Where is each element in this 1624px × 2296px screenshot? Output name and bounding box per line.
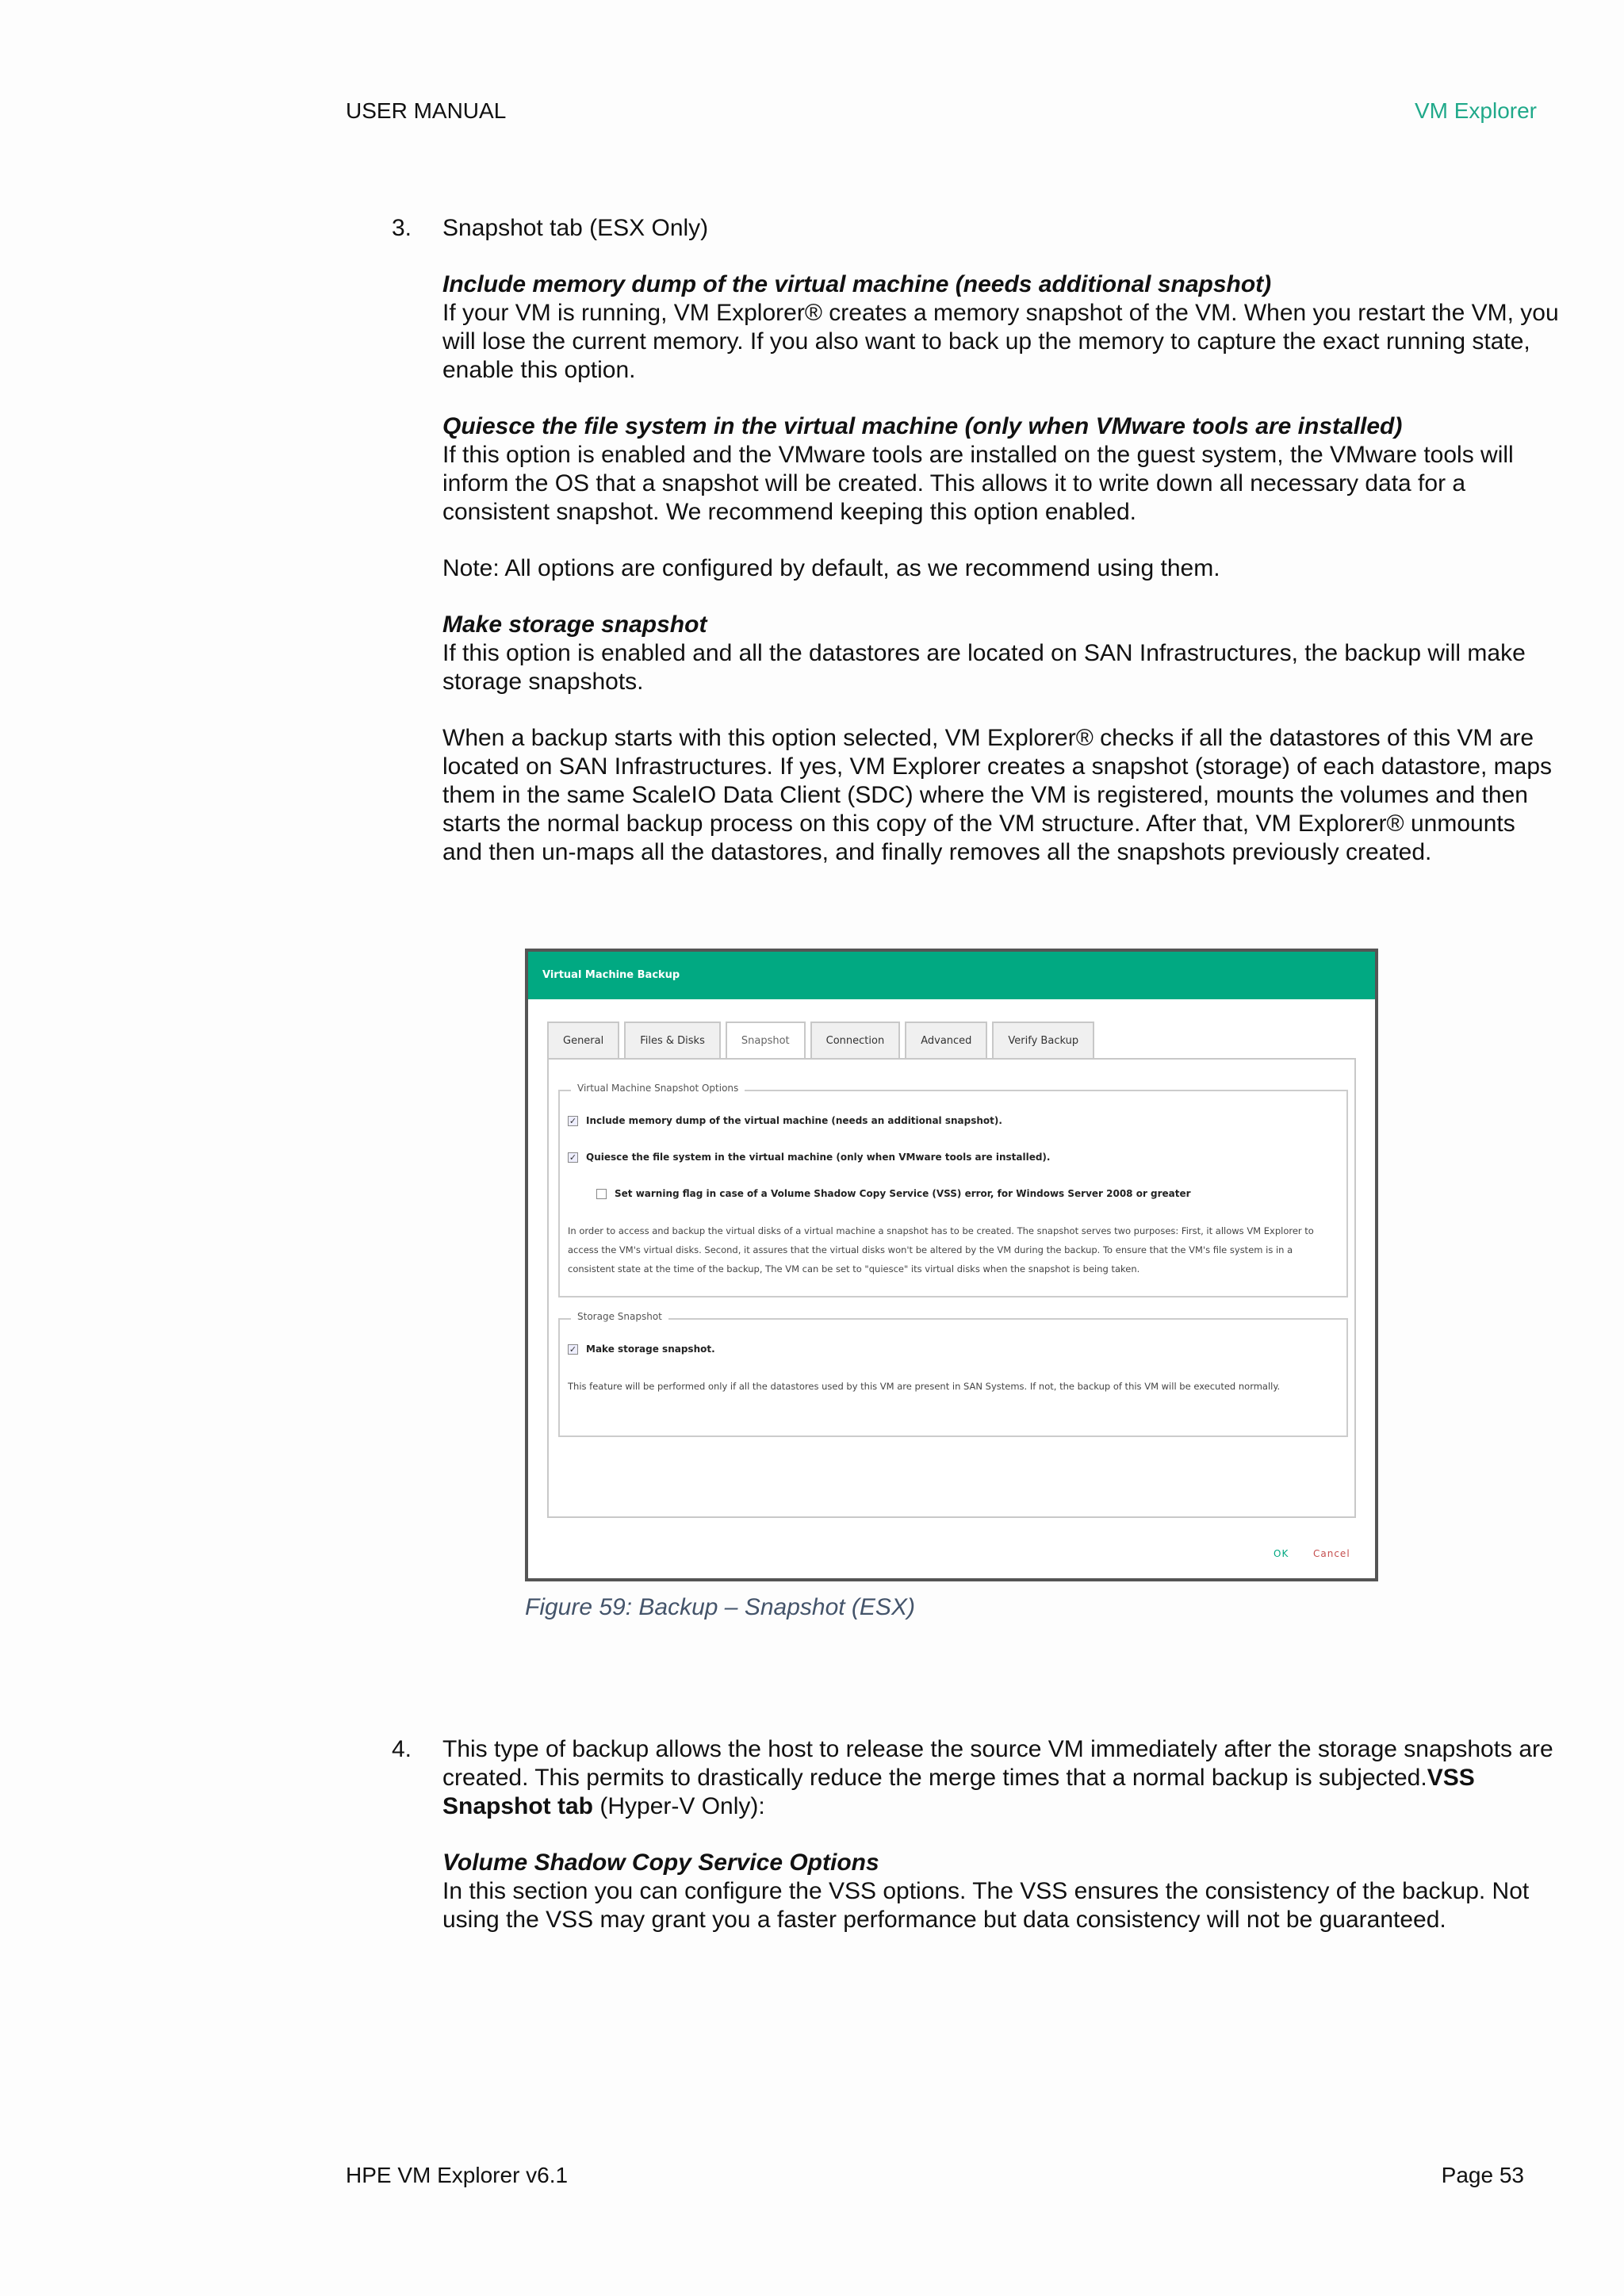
list-item-4 [393, 1735, 1559, 1962]
storage-group-legend: Storage Snapshot [571, 1311, 668, 1322]
storage-description: This feature will be performed only if all the datastores used by this VM are present in SAN Systems. If not, the backup of this VM will be executed normally. [568, 1381, 1281, 1392]
tab-connection[interactable]: Connection [810, 1022, 901, 1060]
memory-section [442, 270, 1559, 385]
storage-snapshot-group [558, 1311, 1348, 1437]
storage-heading: Make storage snapshot [442, 611, 707, 638]
ok-button[interactable]: OK [1274, 1548, 1289, 1559]
item4-paragraph [442, 1735, 1559, 1821]
quiesce-text: If this option is enabled and the VMware tools are installed on the guest system, the VMware tools will inform the OS that a snapshot will be created. This allows it to write down all necessary data for a consistent snapshot. We recommend keeping this option enabled. [442, 442, 1514, 525]
memory-checkbox[interactable]: ✓ [569, 1115, 577, 1126]
snapshot-panel [547, 1058, 1356, 1518]
quiesce-option[interactable] [568, 1152, 1050, 1163]
storage-checkbox[interactable]: ✓ [569, 1343, 577, 1355]
tab-general[interactable]: General [547, 1022, 619, 1060]
vss-warning-option[interactable] [596, 1188, 1191, 1199]
vss-heading: Volume Shadow Copy Service Options [442, 1849, 879, 1876]
vss-section [442, 1849, 1559, 1934]
storage-option[interactable] [568, 1343, 715, 1355]
storage-detail: When a backup starts with this option selected, VM Explorer® checks if all the datastores of this VM are located on SAN Infrastructures. If yes, VM Explorer creates a snapshot (storage) of each datastore, maps them in the same ScaleIO Data Client (SDC) where the VM is registered, mounts the volumes and then starts the normal backup process on this copy of the VM structure. After that, VM Explorer® unmounts and then un-maps all the datastores, and finally removes all the snapshots previously created. [442, 725, 1552, 865]
header-product: VM Explorer [1414, 98, 1537, 123]
storage-option-label: Make storage snapshot. [586, 1343, 715, 1355]
item-number: 4. [392, 1736, 412, 1762]
memory-option-label: Include memory dump of the virtual machine (needs an additional snapshot). [586, 1115, 1002, 1126]
snapshot-group-legend: Virtual Machine Snapshot Options [571, 1083, 745, 1094]
virtual-machine-backup-dialog [525, 949, 1378, 1581]
footer-product-version: HPE VM Explorer v6.1 [346, 2163, 569, 2187]
vss-tab-suffix: (Hyper-V Only): [593, 1793, 765, 1819]
note: Note: All options are configured by default, as we recommend using them. [442, 555, 1220, 581]
memory-text: If your VM is running, VM Explorer® creates a memory snapshot of the VM. When you restart the VM, you will lose the current memory. If you also want to back up the memory to capture the exact running state, enable this option. [442, 300, 1559, 383]
snapshot-description: In order to access and backup the virtual disks of a virtual machine a snapshot has to be created. The snapshot serves two purposes: First, it allows VM Explorer to access the VM's virtual disks. Second, it assures that the virtual disks won't be altered by the VM during the backup. To ensure that the VM's file system is in a consistent state at the time of the backup, The VM can be set to "quiesce" its virtual disks when the snapshot is being taken. [568, 1225, 1314, 1274]
storage-text: If this option is enabled and all the datastores are located on SAN Infrastructures, the backup will make storage snapshots. [442, 640, 1526, 695]
item-title: Snapshot tab (ESX Only) [442, 215, 709, 241]
dialog-title: Virtual Machine Backup [528, 952, 1375, 999]
storage-section [442, 611, 1559, 696]
memory-option[interactable] [568, 1115, 1002, 1126]
quiesce-section [442, 412, 1559, 527]
quiesce-option-label: Quiesce the file system in the virtual machine (only when VMware tools are installed). [586, 1152, 1051, 1163]
vss-warning-label: Set warning flag in case of a Volume Shadow Copy Service (VSS) error, for Windows Server 2008 or greater [615, 1188, 1191, 1199]
memory-heading: Include memory dump of the virtual machine (needs additional snapshot) [442, 271, 1272, 297]
quiesce-heading: Quiesce the file system in the virtual machine (only when VMware tools are installed) [442, 413, 1403, 439]
vss-text: In this section you can configure the VSS options. The VSS ensures the consistency of the backup. Not using the VSS may grant you a faster performance but data consistency will not be guaranteed. [442, 1878, 1530, 1933]
list-item-3 [393, 214, 1559, 895]
tab-bar [547, 1022, 1099, 1060]
tab-advanced[interactable]: Advanced [905, 1022, 987, 1060]
item-number: 3. [392, 215, 412, 241]
header-title: USER MANUAL [346, 98, 507, 123]
tab-verify-backup[interactable]: Verify Backup [992, 1022, 1094, 1060]
vss-warning-checkbox[interactable] [596, 1189, 607, 1199]
item4-text: This type of backup allows the host to release the source VM immediately after the storage snapshots are created. This permits to drastically reduce the merge times that a normal backup is subjected. [442, 1736, 1553, 1791]
tab-files-disks[interactable]: Files & Disks [624, 1022, 721, 1060]
snapshot-options-group [558, 1083, 1348, 1297]
footer-page-number: Page 53 [1441, 2163, 1524, 2187]
quiesce-checkbox[interactable]: ✓ [569, 1152, 577, 1163]
figure-caption: Figure 59: Backup – Snapshot (ESX) [525, 1594, 915, 1620]
vss-tab-label: VSS Snapshot tab [442, 1765, 1475, 1819]
tab-snapshot[interactable]: Snapshot [726, 1022, 806, 1060]
cancel-button[interactable]: Cancel [1313, 1548, 1350, 1559]
